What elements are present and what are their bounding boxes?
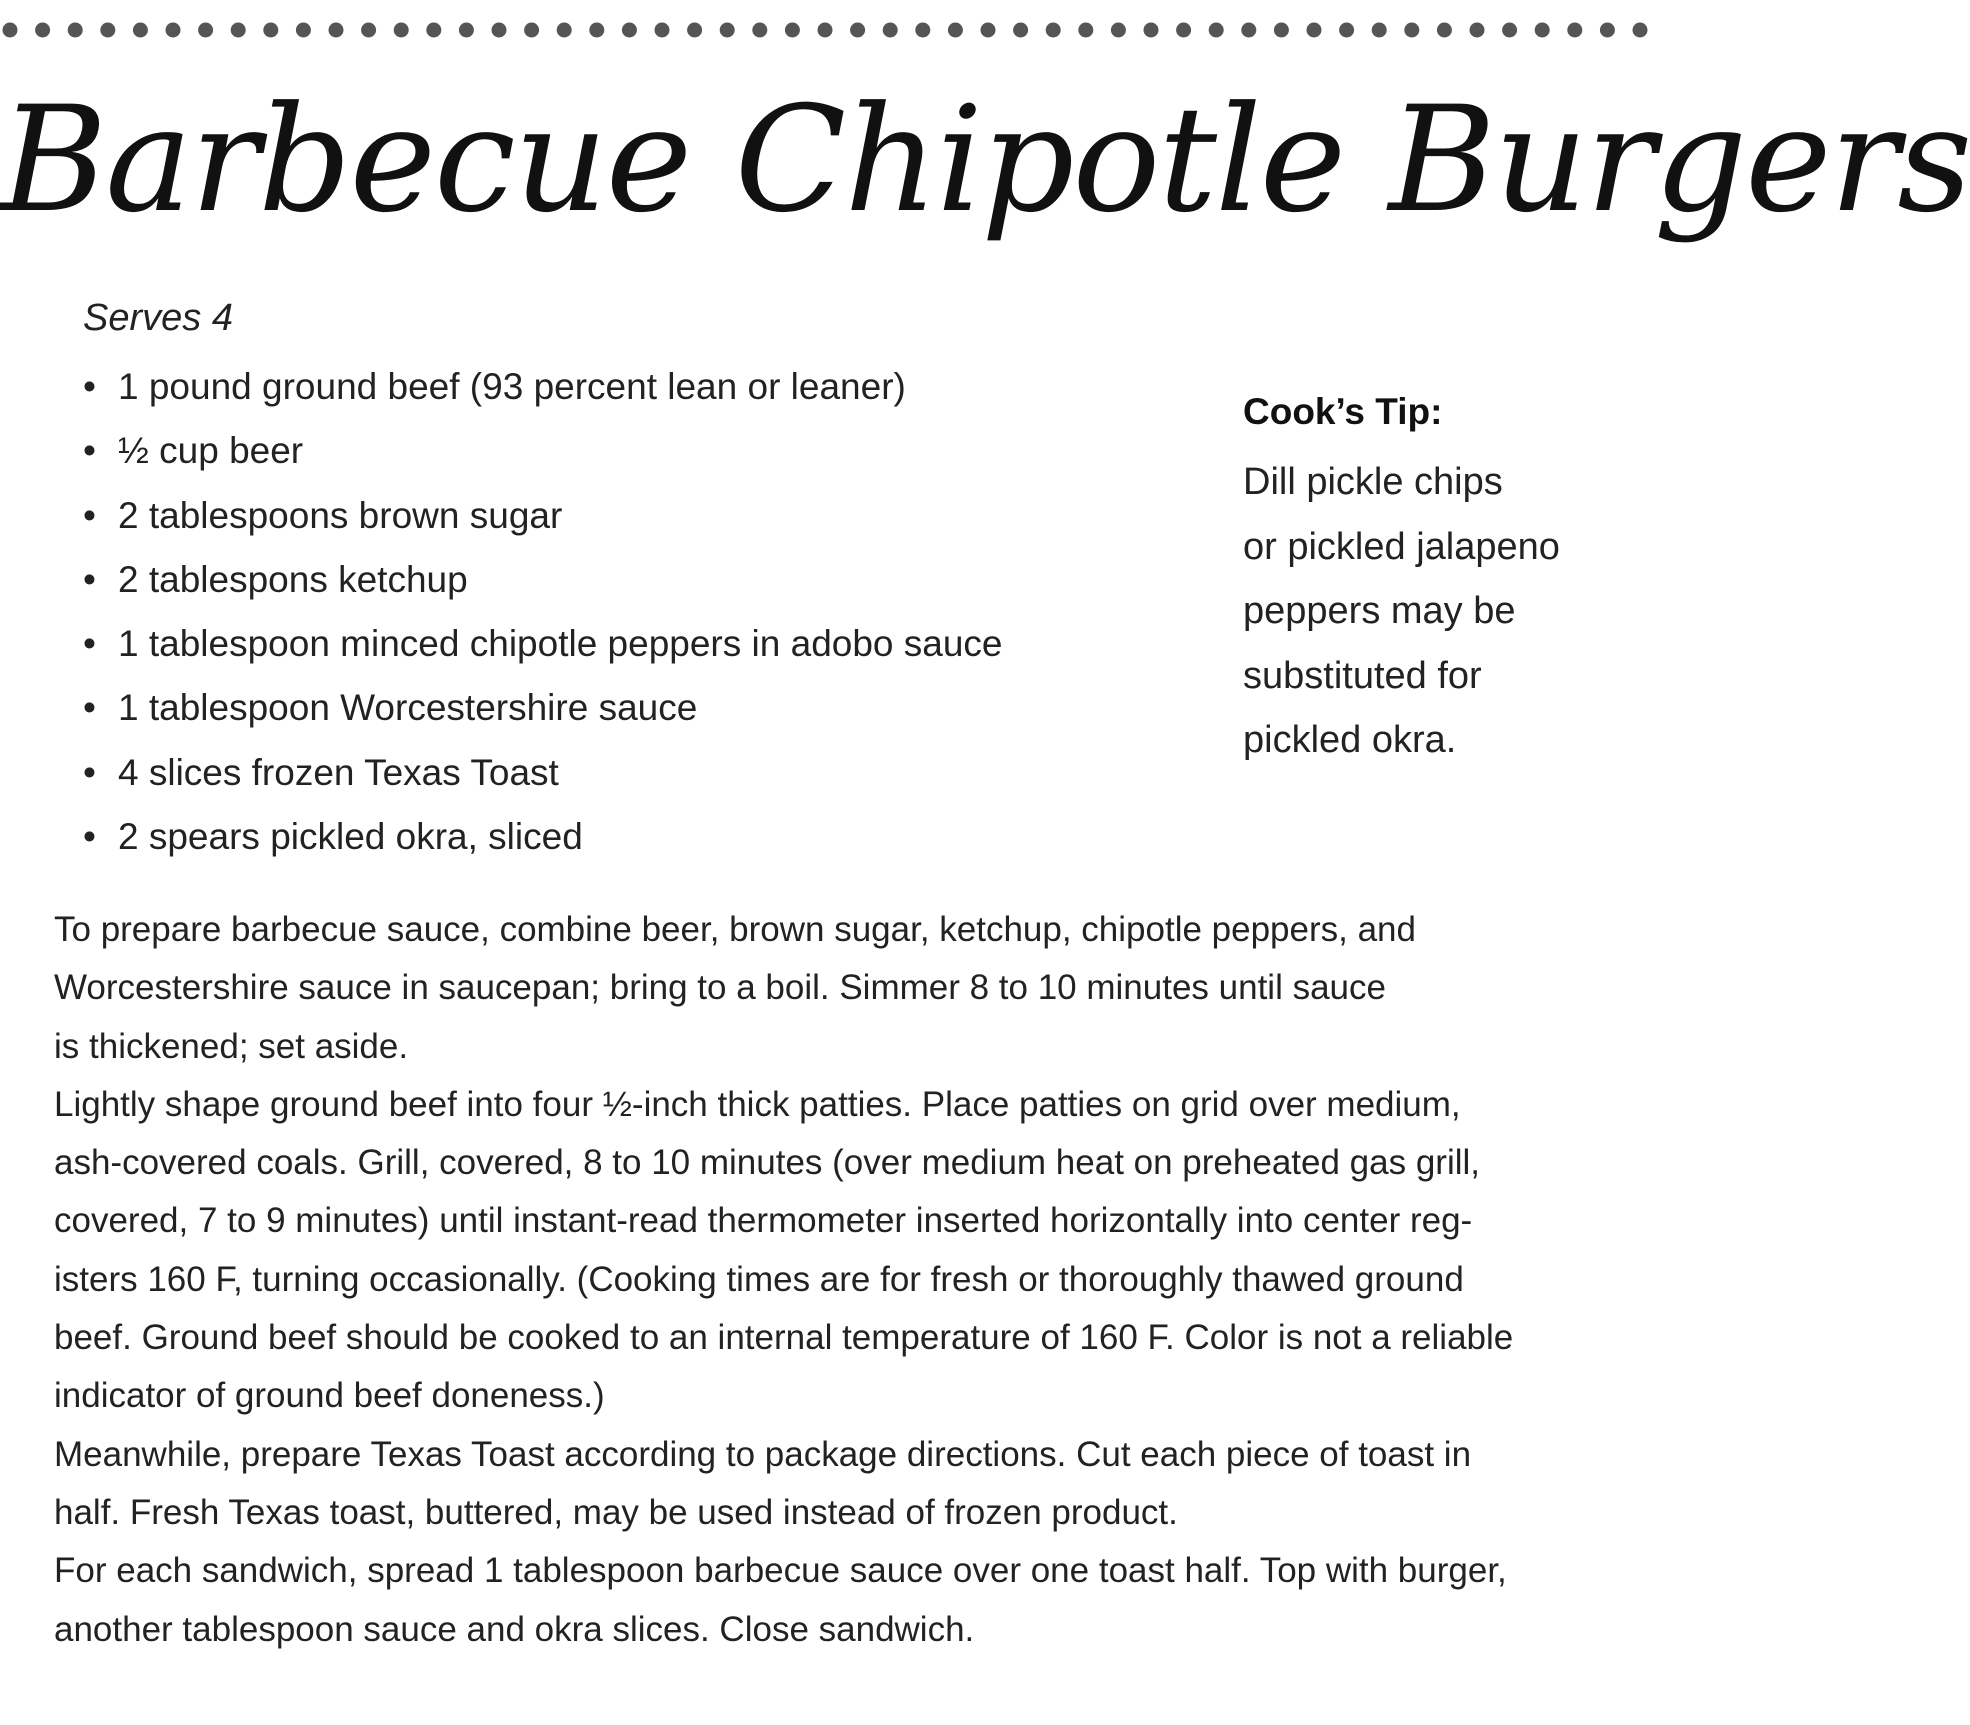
bullet-icon: • <box>83 751 96 793</box>
instruction-line: For each sandwich, spread 1 tablespoon barbecue sauce over one toast half. Top with burger, <box>54 1551 1507 1591</box>
bullet-icon: • <box>83 558 96 600</box>
ingredient-item <box>83 484 1193 548</box>
border-dot <box>1274 23 1289 38</box>
cooks-tip-line: Dill pickle chips <box>1243 461 1503 503</box>
border-dot <box>557 23 572 38</box>
border-dot <box>1600 23 1615 38</box>
ingredient-item <box>83 612 1193 676</box>
border-dot <box>720 23 735 38</box>
instruction-line: half. Fresh Texas toast, buttered, may be used instead of frozen product. <box>54 1492 1178 1532</box>
ingredient-item <box>83 355 1193 419</box>
border-dot <box>35 23 50 38</box>
border-dot <box>1046 23 1061 38</box>
ingredient-text: 4 slices frozen Texas Toast <box>118 751 559 793</box>
instruction-line: isters 160 F, turning occasionally. (Cooking times are for fresh or thoroughly thawed ground <box>54 1259 1464 1299</box>
bullet-icon: • <box>83 366 96 407</box>
dotted-border <box>0 0 1650 60</box>
instruction-line: another tablespoon sauce and okra slices. Close sandwich. <box>54 1609 975 1649</box>
border-dot <box>426 23 441 38</box>
border-dot <box>1176 23 1191 38</box>
border-dot <box>687 23 702 38</box>
bullet-icon: • <box>83 687 96 729</box>
border-dot <box>1567 23 1582 38</box>
cooks-tip-line: peppers may be <box>1243 590 1516 632</box>
border-dot <box>1078 23 1093 38</box>
border-dot <box>296 23 311 38</box>
border-dot <box>915 23 930 38</box>
border-dot <box>361 23 376 38</box>
instruction-line: beef. Ground beef should be cooked to an internal temperature of 160 F. Color is not a reliable <box>54 1318 1514 1358</box>
border-dot <box>68 23 83 38</box>
bullet-icon: • <box>83 494 96 536</box>
ingredient-text: 2 spears pickled okra, sliced <box>118 816 583 858</box>
border-dot <box>1535 23 1550 38</box>
border-dot <box>1372 23 1387 38</box>
ingredient-text: 1 tablespoon minced chipotle peppers in adobo sauce <box>118 623 1003 665</box>
border-dot <box>166 23 181 38</box>
border-dot <box>1144 23 1159 38</box>
border-dot <box>1404 23 1419 38</box>
border-dot <box>1241 23 1256 38</box>
ingredient-item <box>83 741 1193 805</box>
border-dot <box>231 23 246 38</box>
border-dot <box>524 23 539 38</box>
border-dot <box>329 23 344 38</box>
ingredient-text: 2 tablespoons brown sugar <box>118 494 563 536</box>
cooks-tip-line: substituted for <box>1243 654 1482 697</box>
cooks-tip-line: pickled okra. <box>1243 719 1457 761</box>
cooks-tip-box <box>1243 386 1623 773</box>
ingredient-list <box>83 355 1193 869</box>
bullet-icon: • <box>83 430 96 472</box>
ingredient-item <box>83 676 1193 740</box>
border-dot <box>394 23 409 38</box>
border-dot <box>818 23 833 38</box>
border-dot <box>1633 23 1648 38</box>
cooks-tip-line: or pickled jalapeno <box>1243 525 1560 568</box>
instruction-line: Lightly shape ground beef into four ½-inch thick patties. Place patties on grid over medium, <box>54 1084 1461 1124</box>
border-dot <box>1209 23 1224 38</box>
instruction-line: covered, 7 to 9 minutes) until instant-read thermometer inserted horizontally into center reg- <box>54 1201 1473 1241</box>
border-dot <box>492 23 507 38</box>
border-dot <box>1502 23 1517 38</box>
serves-label: Serves 4 <box>83 297 233 339</box>
border-dot <box>785 23 800 38</box>
border-dot <box>655 23 670 38</box>
instruction-line: Worcestershire sauce in saucepan; bring to a boil. Simmer 8 to 10 minutes until sauce <box>54 968 1386 1008</box>
instruction-line: To prepare barbecue sauce, combine beer, brown sugar, ketchup, chipotle peppers, and <box>54 910 1416 949</box>
border-dot <box>459 23 474 38</box>
instruction-line: Meanwhile, prepare Texas Toast according to package directions. Cut each piece of toast in <box>54 1434 1472 1474</box>
ingredient-text: 1 pound ground beef (93 percent lean or leaner) <box>118 366 906 407</box>
border-dot <box>100 23 115 38</box>
ingredient-item <box>83 419 1193 483</box>
border-dot <box>589 23 604 38</box>
ingredient-item <box>83 805 1193 869</box>
border-dot <box>850 23 865 38</box>
border-dot <box>883 23 898 38</box>
recipe-title: Barbecue Chipotle Burgers <box>0 75 1970 245</box>
instruction-line: ash-covered coals. Grill, covered, 8 to 10 minutes (over medium heat on preheated gas grill, <box>54 1143 1480 1183</box>
ingredient-item <box>83 548 1193 612</box>
ingredient-text: 1 tablespoon Worcestershire sauce <box>118 687 698 729</box>
border-dot <box>198 23 213 38</box>
border-dot <box>1339 23 1354 38</box>
border-dot <box>622 23 637 38</box>
border-dot <box>1013 23 1028 38</box>
ingredient-text: ½ cup beer <box>118 430 304 472</box>
border-dot <box>1111 23 1126 38</box>
instructions-block <box>54 901 1634 1659</box>
border-dot <box>948 23 963 38</box>
instruction-line: is thickened; set aside. <box>54 1026 409 1066</box>
border-dot <box>981 23 996 38</box>
instruction-line: indicator of ground beef doneness.) <box>54 1376 605 1416</box>
border-dot <box>1307 23 1322 38</box>
border-dot <box>1437 23 1452 38</box>
bullet-icon: • <box>83 623 96 665</box>
border-dot <box>263 23 278 38</box>
border-dot <box>1470 23 1485 38</box>
border-dot <box>3 23 18 38</box>
border-dot <box>752 23 767 38</box>
ingredient-text: 2 tablespons ketchup <box>118 558 468 600</box>
cooks-tip-heading: Cook’s Tip: <box>1243 391 1443 432</box>
bullet-icon: • <box>83 816 96 858</box>
border-dot <box>133 23 148 38</box>
